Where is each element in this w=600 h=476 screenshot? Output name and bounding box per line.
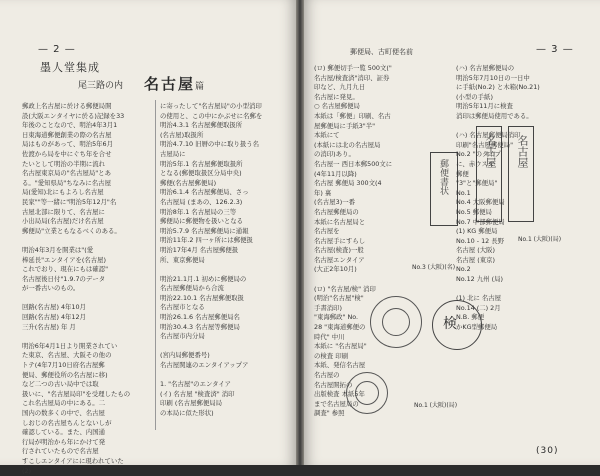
station-title: 名古屋篇 [144, 75, 207, 93]
series-title: 墨人堂集成 [40, 61, 100, 74]
nagoya-vertical-text-2: 名古屋 [516, 135, 529, 168]
vertical-cancel-text: 郵便書状 [438, 159, 448, 195]
stamp-caption-3: No.1 (大阪)(局) [518, 236, 562, 243]
route-label: 尾三路の内 [78, 81, 124, 91]
footer-page-number: (30) [536, 446, 559, 456]
column-divider [155, 100, 156, 430]
nagoya-vertical-text: 名古屋 [484, 135, 497, 168]
left-column-1: 郵政上名古屋に於ける郵便局開 設(大阪エンタイヤに於る)記録を33 年後のことなので、明治4年3月1 日東海道郵便創業の際の名古屋 局はものがあって、明治5年6月 佐渡から局を中にぐち年を合せ たいとして明治の半期に流れ 名古屋東京局の"名古屋局"とあ る。"愛知県局"ちなみに名古屋 局(愛知)北にもよろし名古屋 民家""等一緒に"明治5年12月"名 古屋北部に限りて、名古屋に 小出局局(名古屋)だけ名古屋 郵便局"立業ともなるべくのある。 明治4年3月を開業は"(愛 棒延長"エンタイアを(名古屋) これでおり、現在にもは確認" 名古屋後日付"1.9.7のデータ が一番古いのもの。 回路(名古屋) 4年10月 回路(名古屋) 4年12月 三升(名古屋) 年 月 明治6年4月1日より開業されてい た東京、名古屋、大阪その他の トテ(4年7月10日府名古屋郵 便局、郵便役所の名古屋に移) など二つの古い局中では取 扱いに、"名古屋局印"を受理したもの これ名古屋局の中にある。二 国内の数多くの中で、名古屋 しおじの名古屋ちんとないしが 確認している。また、内国通 行局が明治から年にかけて発 行されていたもので名古屋 すこしエンタイアにに現われていた (2) [22, 102, 131, 475]
circular-postmark-1-inner [382, 308, 410, 336]
right-page [304, 0, 600, 465]
section-subtitle: 郵便局、古町便名前 [350, 48, 413, 56]
right-page-number: — 3 — [536, 44, 574, 55]
left-page [0, 0, 296, 475]
circular-postmark-2 [346, 372, 388, 414]
kenmark-text: 検 [443, 316, 457, 332]
left-column-2: に寄ったして"名古屋局"の小型消印 の使用と、この中にかぶせに名郵を 明治4.3.1 名古屋郵便取扱所 (名古屋)取扱所 明治4.7.10 旧暦の中に取り扱う名 古屋局に 明治5年.1 名古屋郵便取扱所 となる(郵便取扱区分局中央) 郵便(名古屋郵便局) 明治6.1.4 名古屋郵便局、さっ 名古屋局 (まあの、126.2.3) 明治8年.1 名古屋局の三等 郵便局に郵便物を扱いとなる 明治5.7.9 名古屋郵便局に通報 明治11年.2 四一ヶ所には郵便扱 明治17年4月 名古屋郵便扱 所、東京郵便局 明治21.1月.1 初めに郵便局の 名古屋郵便局から合流 明治22.10.1 名古屋郵便取扱 名古屋市となる 明治26.1.6 名古屋郵便局名 明治30.4.3 名古屋等郵便局 名古屋市内分局 (宮内局郵便番号) 名古屋関連のエンタイアップア 1. "名古屋"のエンタイア (イ) 名古屋 "検査済" 消印 印刷 (名古屋郵便局局 の本局に似た形状) [160, 102, 263, 417]
right-column-1-upper: (ロ) 郵便切手一覧 500文(" 名古屋/検査済"消印、証券 印など、九月九日 名古屋に発見。 ○ 名古屋郵便局 本紙は「郵便」印刷、名古 屋郵便局に手紙3"半" 本紙にて (本紙には北の名古屋局 の消印)あり。 名古屋一 西日本郵500文に (4年11月以降) 名古屋 郵便局 300文(4 年) 裏 (名古屋3)一番 名古屋郵便局の 本紙に名古屋局と 名古屋を 名古屋手にすらし 名古屋(検査)一般 名古屋エンタイア (大正2年10月) (ロ) "名古屋/検" 消印 (明治"名古屋"検" 手書消印) "東海郵政" No. 28 "東海道郵便の 時代" 中川 本紙に "名古屋局" の検査 印刷 本紙、発信名古屋 名古屋の 名古屋開拓の 出版検査 本紙5年 まで名古屋局の 調査" 参照 [314, 64, 393, 418]
circular-postmark-1 [370, 296, 422, 348]
stamp-caption-1: No.3 (大阪)(名) [412, 264, 456, 271]
stamp-caption-2: No.1 (大阪)(局) [414, 402, 458, 409]
left-page-number: — 2 — [38, 44, 76, 55]
circular-postmark-2-inner [355, 381, 379, 405]
vertical-cancel-box [430, 152, 458, 226]
book-gutter [296, 0, 304, 465]
station-suffix: 篇 [195, 82, 207, 92]
right-column-2: (ハ) 名古屋郵便局の 明治5年7月10日の一日中 に手紙(No.2) と木箱(No.21) (小型の手紙) 明治5年11月に検査 消印は郵便局使用である。 (ハ) 名古屋郵便局消印 印刷"名古屋郵便局" No.2 "のタイプ に、赤ウスズ 郵便 "3"と"郵便局" No.1 No.4 大阪郵便局 No.5 郵便局 No.7 中部郵便局 (1) KG 郵便局 No.10 - 12 長野 名古屋 (大阪) 名古屋 (東京) No.2 No.12 九州 (局) (1) 北に 名古屋 No.14 (二) 2月 N.B. 郵便 かKG型郵便局 [456, 64, 540, 332]
